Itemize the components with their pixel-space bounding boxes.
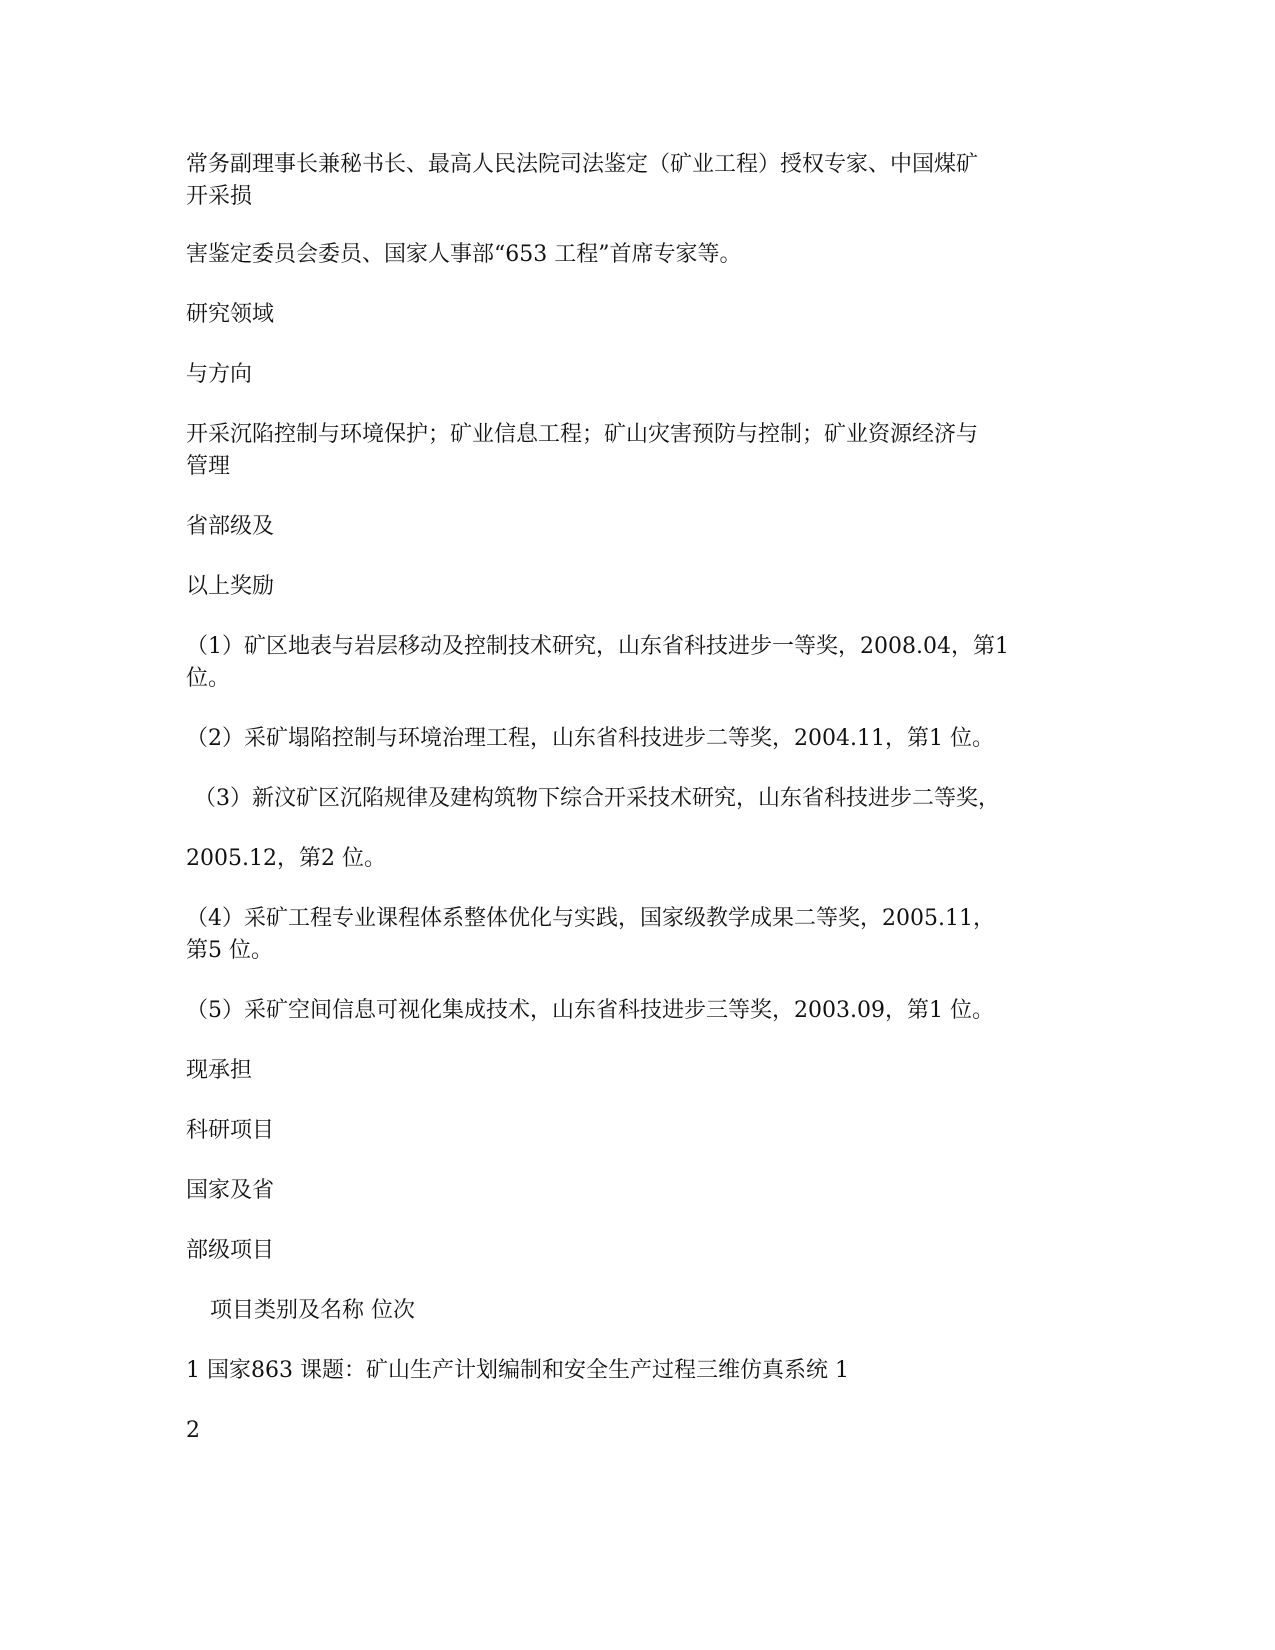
label-research-direction: 与方向	[186, 362, 253, 387]
award-item-3: （3）新汶矿区沉陷规律及建构筑物下综合开采技术研究，山东省科技进步二等奖，	[194, 786, 1000, 811]
award-item-2: （2）采矿塌陷控制与环境治理工程，山东省科技进步二等奖，2004.11，第1 位。	[186, 726, 994, 751]
label-research-projects: 科研项目	[186, 1118, 275, 1143]
label-awards-level: 省部级及	[186, 514, 275, 539]
label-current-projects: 现承担	[186, 1058, 253, 1083]
table-row-1: 1 国家863 课题：矿山生产计划编制和安全生产过程三维仿真系统 1	[186, 1358, 849, 1383]
award-item-4-cont: 第5 位。	[186, 938, 273, 963]
award-item-5: （5）采矿空间信息可视化集成技术，山东省科技进步三等奖，2003.09，第1 位。	[186, 998, 994, 1023]
text-line-title-intro: 常务副理事长兼秘书长、最高人民法院司法鉴定（矿业工程）授权专家、中国煤矿	[186, 152, 979, 177]
text-research-areas-cont: 管理	[186, 454, 231, 479]
award-item-1-cont: 位。	[186, 666, 231, 691]
label-awards: 以上奖励	[186, 574, 275, 599]
award-item-4: （4）采矿工程专业课程体系整体优化与实践，国家级教学成果二等奖，2005.11，	[186, 906, 995, 931]
text-line-title-intro-cont: 开采损	[186, 184, 253, 209]
label-research-field: 研究领域	[186, 302, 275, 327]
text-line-positions: 害鉴定委员会委员、国家人事部“653 工程”首席专家等。	[186, 242, 742, 267]
award-item-3-cont: 2005.12，第2 位。	[186, 846, 386, 871]
text-research-areas: 开采沉陷控制与环境保护；矿业信息工程；矿山灾害预防与控制；矿业资源经济与	[186, 422, 979, 447]
award-item-1: （1）矿区地表与岩层移动及控制技术研究，山东省科技进步一等奖，2008.04，第1	[186, 634, 1009, 659]
label-ministerial-projects: 部级项目	[186, 1238, 275, 1263]
label-national-provincial: 国家及省	[186, 1178, 275, 1203]
table-row-2: 2	[186, 1418, 200, 1443]
table-header: 项目类别及名称 位次	[210, 1298, 415, 1323]
